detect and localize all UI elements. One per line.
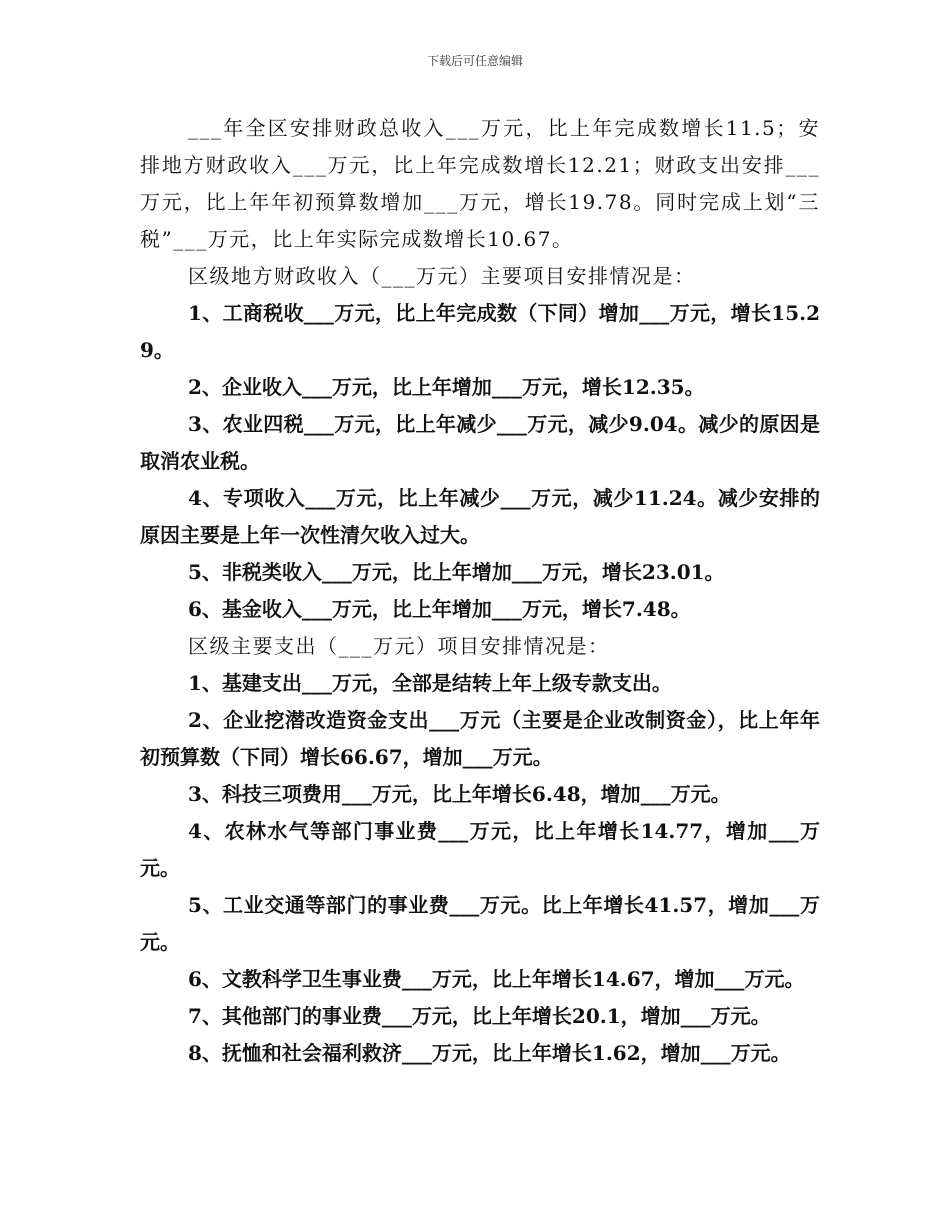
document-body xyxy=(140,110,820,1072)
paragraph-revenue-item-2: 2、企业收入___万元，比上年增加___万元，增长12.35。 xyxy=(188,375,705,399)
paragraph-expenditure-item-2: 2、企业挖潜改造资金支出___万元（主要是企业改制资金），比上年年初预算数（下同）增长66.67，增加___万元。 xyxy=(140,708,820,769)
paragraph-revenue-item-3: 3、农业四税___万元，比上年减少___万元，减少9.04。减少的原因是取消农业税。 xyxy=(140,412,820,473)
paragraph-revenue-heading: 区级地方财政收入（___万元）主要项目安排情况是： xyxy=(188,264,696,288)
paragraph-revenue-item-6: 6、基金收入___万元，比上年增加___万元，增长7.48。 xyxy=(188,597,691,621)
paragraph-expenditure-item-8: 8、抚恤和社会福利救济___万元，比上年增长1.62，增加___万元。 xyxy=(188,1041,791,1065)
page-header: 下载后可任意编辑 xyxy=(426,54,523,68)
paragraph-expenditure-item-1: 1、基建支出___万元，全部是结转上年上级专款支出。 xyxy=(188,671,672,695)
paragraph-expenditure-item-6: 6、文教科学卫生事业费___万元，比上年增长14.67，增加___万元。 xyxy=(188,967,805,991)
paragraph-revenue-item-1: 1、工商税收___万元，比上年完成数（下同）增加___万元，增长15.29。 xyxy=(140,301,820,362)
paragraph-revenue-item-4: 4、专项收入___万元，比上年减少___万元，减少11.24。减少安排的原因主要是上年一次性清欠收入过大。 xyxy=(140,486,820,547)
paragraph-revenue-item-5: 5、非税类收入___万元，比上年增加___万元，增长23.01。 xyxy=(188,560,725,584)
paragraph-budget-summary: ___年全区安排财政总收入___万元，比上年完成数增长11.5；安排地方财政收入___万元，比上年完成数增长12.21；财政支出安排___万元，比上年年初预算数增加___万元，增长19.78。同时完成上划“三税”___万元，比上年实际完成数增长10.67。 xyxy=(140,116,820,251)
paragraph-expenditure-heading: 区级主要支出（___万元）项目安排情况是： xyxy=(188,634,610,658)
paragraph-expenditure-item-7: 7、其他部门的事业费___万元，比上年增长20.1，增加___万元。 xyxy=(188,1004,771,1028)
paragraph-expenditure-item-4: 4、农林水气等部门事业费___万元，比上年增长14.77，增加___万元。 xyxy=(140,819,820,880)
paragraph-expenditure-item-5: 5、工业交通等部门的事业费___万元。比上年增长41.57，增加___万元。 xyxy=(140,893,820,954)
paragraph-expenditure-item-3: 3、科技三项费用___万元，比上年增长6.48，增加___万元。 xyxy=(188,782,731,806)
